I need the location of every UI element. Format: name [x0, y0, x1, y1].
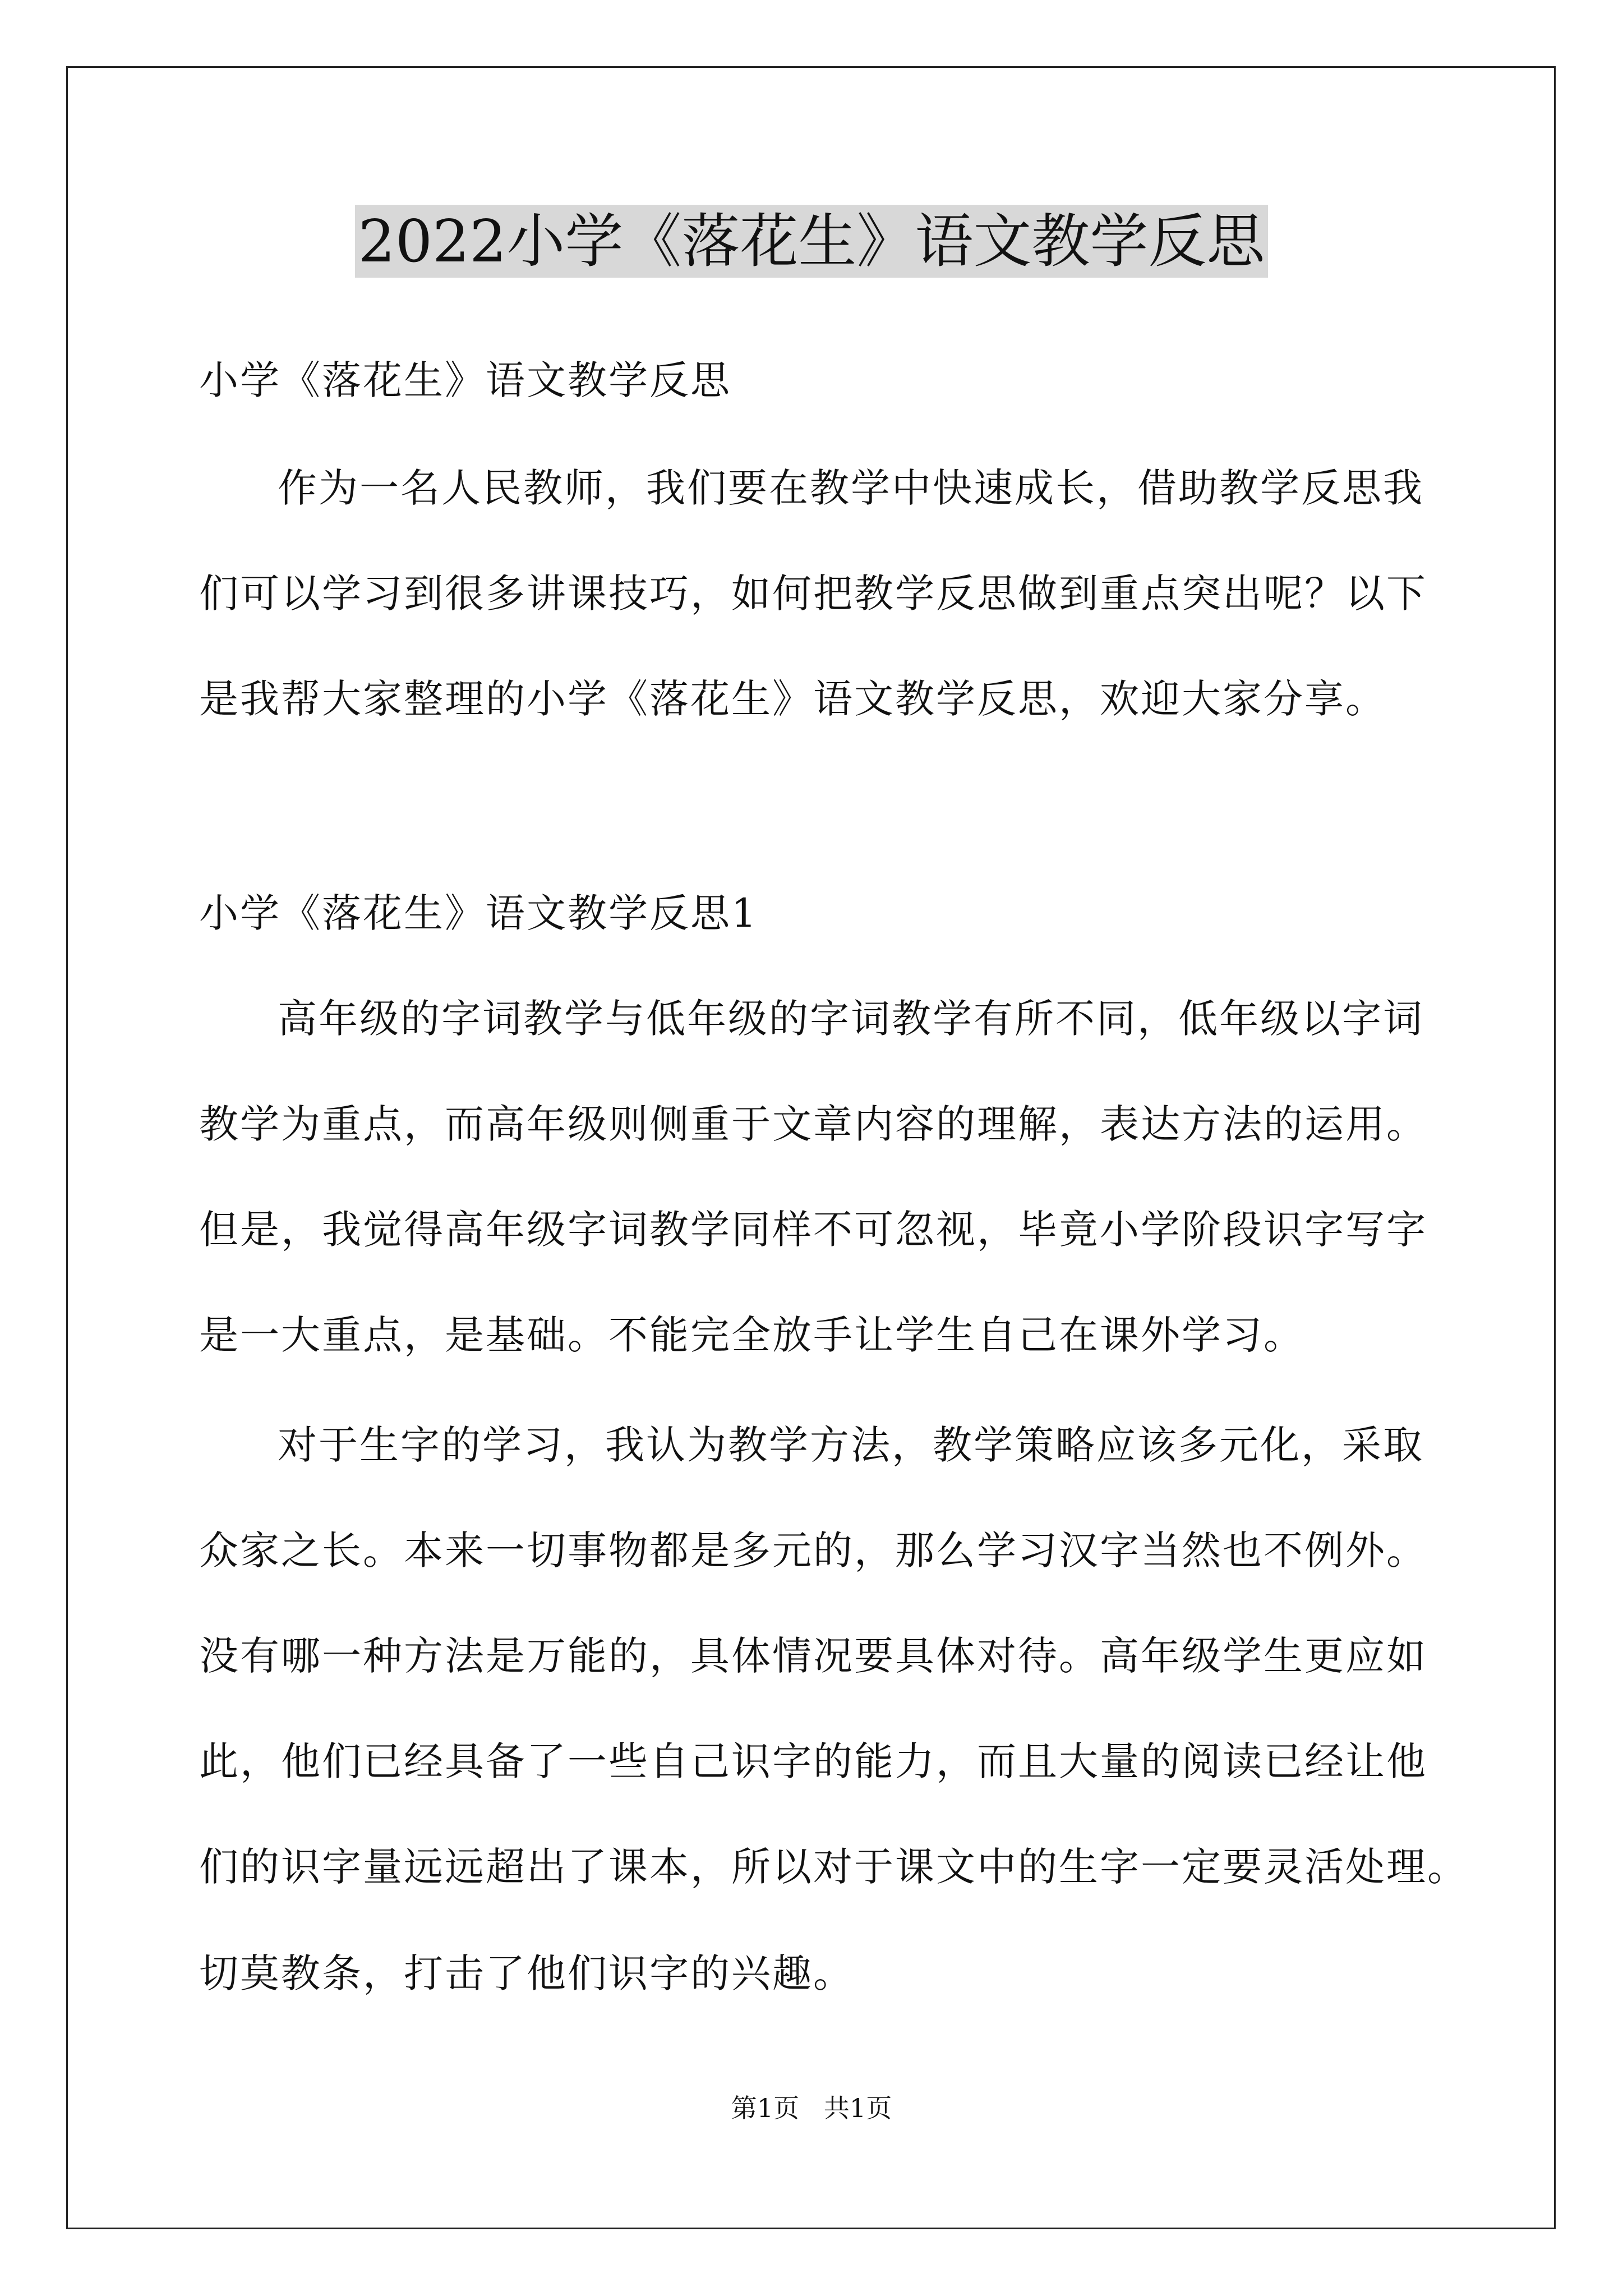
page-footer: 第1页 共1页 [731, 2093, 892, 2123]
document-title-text: 2022小学《落花生》语文教学反思 [355, 205, 1269, 278]
paragraph1-line-1: 高年级的字词教学与低年级的字词教学有所不同，低年级以字词 [278, 996, 1424, 1042]
paragraph2-line-3: 没有哪一种方法是万能的，具体情况要具体对待。高年级学生更应如 [199, 1633, 1427, 1679]
intro-line-3: 是我帮大家整理的小学《落花生》语文教学反思，欢迎大家分享。 [199, 676, 1386, 722]
paragraph2-line-2: 众家之长。本来一切事物都是多元的，那么学习汉字当然也不例外。 [199, 1527, 1427, 1573]
paragraph2-line-4: 此，他们已经具备了一些自己识字的能力，而且大量的阅读已经让他 [199, 1738, 1427, 1784]
paragraph1-line-3: 但是，我觉得高年级字词教学同样不可忽视，毕竟小学阶段识字写字 [199, 1207, 1427, 1253]
paragraph2-line-6: 切莫教条，打击了他们识字的兴趣。 [199, 1950, 854, 1996]
subtitle: 小学《落花生》语文教学反思 [199, 357, 731, 403]
section-heading: 小学《落花生》语文教学反思1 [199, 890, 758, 936]
intro-line-1: 作为一名人民教师，我们要在教学中快速成长，借助教学反思我 [278, 465, 1424, 511]
intro-line-2: 们可以学习到很多讲课技巧，如何把教学反思做到重点突出呢？以下 [199, 570, 1427, 616]
paragraph2-line-5: 们的识字量远远超出了课本，所以对于课文中的生字一定要灵活处理。 [199, 1844, 1468, 1890]
paragraph1-line-4: 是一大重点，是基础。不能完全放手让学生自己在课外学习。 [199, 1312, 1304, 1358]
paragraph2-line-1: 对于生字的学习，我认为教学方法，教学策略应该多元化，采取 [278, 1422, 1424, 1468]
document-title [0, 202, 1623, 280]
paragraph1-line-2: 教学为重点，而高年级则侧重于文章内容的理解，表达方法的运用。 [199, 1101, 1427, 1147]
